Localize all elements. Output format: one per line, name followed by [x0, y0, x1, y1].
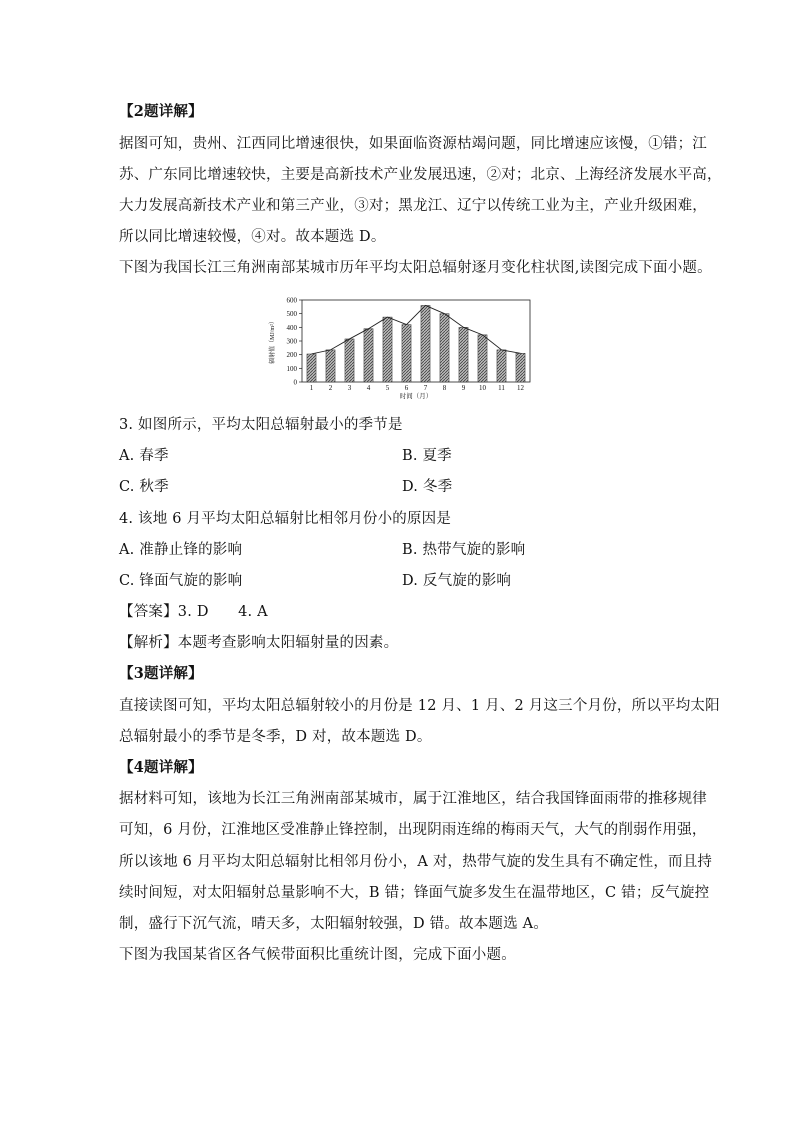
question-4-stem: 4. 该地 6 月平均太阳总辐射比相邻月份小的原因是	[119, 511, 452, 527]
y-tick-label: 300	[286, 337, 297, 346]
paragraph-line: 据材料可知，该地为长江三角洲南部某城市，属于江淮地区，结合我国锋面雨带的推移规律	[119, 791, 707, 807]
question-3-option-d: D. 冬季	[402, 479, 453, 495]
bar	[383, 317, 392, 382]
bar	[402, 325, 411, 382]
y-tick-label: 200	[286, 351, 297, 360]
x-tick-label: 3	[347, 384, 352, 392]
x-tick-label: 4	[366, 384, 371, 392]
y-tick-label: 600	[286, 296, 297, 305]
bar	[440, 314, 449, 382]
paragraph-line: 制，盛行下沉气流，晴天多，太阳辐射较强，D 错。故本题选 A。	[119, 916, 549, 932]
section-heading-q2: 【2题详解】	[119, 103, 203, 120]
answer-line: 【答案】3. D 4. A	[119, 604, 268, 620]
paragraph-line: 所以同比增速较慢，④对。故本题选 D。	[119, 229, 386, 245]
x-tick-label: 12	[517, 384, 524, 392]
x-tick-label: 6	[404, 384, 409, 392]
y-tick-label: 400	[286, 323, 297, 332]
y-axis-label: 辐射值（MJ/m²）	[270, 318, 276, 364]
solar-radiation-bar-chart	[262, 292, 542, 402]
next-chart-intro: 下图为我国某省区各气候带面积比重统计图，完成下面小题。	[119, 947, 516, 963]
chart-intro: 下图为我国长江三角洲南部某城市历年平均太阳总辐射逐月变化柱状图,读图完成下面小题。	[119, 260, 712, 276]
bar	[478, 335, 487, 382]
x-tick-label: 5	[385, 384, 390, 392]
x-tick-label: 11	[498, 384, 505, 392]
paragraph-line: 直接读图可知，平均太阳总辐射较小的月份是 12 月、1 月、2 月这三个月份，所以平均太阳	[119, 698, 720, 714]
x-tick-label: 9	[461, 384, 466, 392]
question-3-option-a: A. 春季	[119, 448, 169, 464]
section-heading-q3: 【3题详解】	[119, 665, 203, 682]
question-4-option-a: A. 准静止锋的影响	[119, 542, 243, 558]
paragraph-line: 可知，6 月份，江淮地区受准静止锋控制，出现阴雨连绵的梅雨天气，大气的削弱作用强，	[119, 822, 707, 838]
bar	[459, 327, 468, 382]
y-tick-label: 0	[293, 378, 297, 387]
bar	[497, 350, 506, 382]
question-3-option-b: B. 夏季	[402, 448, 452, 464]
paragraph-line: 据图可知，贵州、江西同比增速很快，如果面临资源枯竭问题，同比增速应该慢，①错；江	[119, 136, 707, 152]
plot-frame	[302, 300, 530, 382]
question-3-option-c: C. 秋季	[119, 479, 169, 495]
x-tick-label: 1	[309, 384, 314, 392]
bar	[364, 329, 373, 382]
question-4-option-b: B. 热带气旋的影响	[402, 542, 526, 558]
paragraph-line: 所以该地 6 月平均太阳总辐射比相邻月份小，A 对，热带气旋的发生具有不确定性，而且持	[119, 854, 713, 870]
y-tick-label: 100	[286, 364, 297, 373]
series-line	[312, 305, 521, 354]
section-heading-q4: 【4题详解】	[119, 759, 203, 776]
paragraph-line: 大力发展高新技术产业和第三产业，③对；黑龙江、辽宁以传统工业为主，产业升级困难，	[119, 198, 707, 214]
paragraph-line: 苏、广东同比增速较快，主要是高新技术产业发展迅速，②对；北京、上海经济发展水平高，	[119, 167, 722, 183]
question-4-option-c: C. 锋面气旋的影响	[119, 573, 243, 589]
x-tick-label: 2	[328, 384, 333, 392]
question-3-stem: 3. 如图所示，平均太阳总辐射最小的季节是	[119, 417, 403, 433]
x-tick-label: 8	[442, 384, 447, 392]
bar	[516, 353, 525, 382]
bar	[421, 305, 430, 382]
bar	[326, 350, 335, 382]
x-axis-label: 时间（月）	[399, 393, 433, 400]
y-tick-label: 500	[286, 310, 297, 319]
x-tick-label: 7	[423, 384, 428, 392]
question-4-option-d: D. 反气旋的影响	[402, 573, 512, 589]
analysis-line: 【解析】本题考查影响太阳辐射量的因素。	[119, 635, 399, 651]
paragraph-line: 总辐射最小的季节是冬季，D 对，故本题选 D。	[119, 729, 432, 745]
x-tick-label: 10	[479, 384, 486, 392]
paragraph-line: 续时间短，对太阳辐射总量影响不大，B 错；锋面气旋多发生在温带地区，C 错；反气旋控	[119, 885, 710, 901]
bar	[307, 354, 316, 382]
bar	[345, 339, 354, 382]
